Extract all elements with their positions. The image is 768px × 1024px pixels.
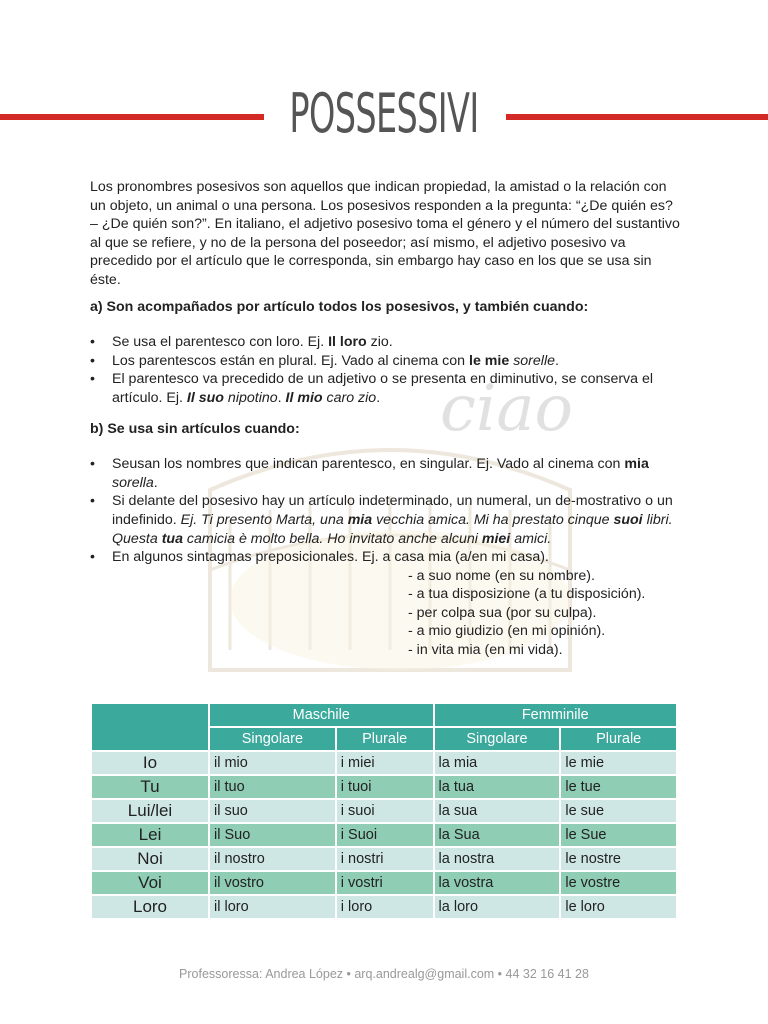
table-cell: i tuoi	[337, 776, 433, 798]
table-cell: i loro	[337, 896, 433, 918]
sub-header: Singolare	[435, 728, 560, 750]
table-cell: la Sua	[435, 824, 560, 846]
pronoun-cell: Io	[92, 752, 208, 774]
group-header-femminile: Femminile	[435, 704, 676, 726]
sub-header: Plurale	[337, 728, 433, 750]
table-cell: i Suoi	[337, 824, 433, 846]
table-cell: la vostra	[435, 872, 560, 894]
sub-example: - in vita mia (en mi vida).	[408, 642, 563, 659]
table-cell: le sue	[561, 800, 676, 822]
table-cell: il nostro	[210, 848, 335, 870]
table-row	[92, 800, 676, 822]
intro-paragraph: Los pronombres posesivos son aquellos que indican propiedad, la amistad o la relación con un objeto, un animal o una persona. Los posesivos responden a la pregunta: “¿De quién es? – ¿De quién son?”. En italiano, el adjetivo posesivo toma el género y el número del sustantivo al que se refiere, y no de la persona del poseedor; así mismo, el adjetivo posesivo va precedido por el artículo que le corresponda, sin embargo hay caso en los que se usa sin éste.	[90, 179, 680, 288]
table-cell: i nostri	[337, 848, 433, 870]
list-item: • Seusan los nombres que indican parentesco, en singular. Ej. Vado al cinema con mia sorella.	[90, 455, 680, 492]
table-cell: le nostre	[561, 848, 676, 870]
table-cell: il Suo	[210, 824, 335, 846]
table-row	[92, 872, 676, 894]
list-item: • Se usa el parentesco con loro. Ej. Il loro zio.	[90, 333, 680, 352]
table-cell: le tue	[561, 776, 676, 798]
watermark-text: ciao	[440, 372, 573, 446]
table-row	[92, 896, 676, 918]
list-item: • Los parentescos están en plural. Ej. Vado al cinema con le mie sorelle.	[90, 352, 680, 371]
pronoun-cell: Lei	[92, 824, 208, 846]
sub-header: Plurale	[561, 728, 676, 750]
table-cell: i suoi	[337, 800, 433, 822]
list-item: • Si delante del posesivo hay un artículo indeterminado, un numeral, un de-mostrativo o un indefinido. Ej. Ti presento Marta, una mia vecchia amica. Mi ha prestato cinque suoi libri. Questa tua camicia è molto bella. Ho invitato anche alcuni miei amici.	[90, 492, 680, 548]
table-cell: la tua	[435, 776, 560, 798]
table-cell: le mie	[561, 752, 676, 774]
table-cell: il mio	[210, 752, 335, 774]
pronoun-cell: Lui/lei	[92, 800, 208, 822]
table-cell: i miei	[337, 752, 433, 774]
table-cell: la loro	[435, 896, 560, 918]
section-b-heading: b) Se usa sin artículos cuando:	[90, 420, 300, 437]
table-cell: la nostra	[435, 848, 560, 870]
table-row	[92, 752, 676, 774]
section-a-heading: a) Son acompañados por artículo todos los posesivos, y también cuando:	[90, 298, 589, 315]
page-footer: Professoressa: Andrea López • arq.andrealg@gmail.com • 44 32 16 41 28	[179, 967, 589, 981]
sub-example: - a mio giudizio (en mi opinión).	[408, 623, 606, 640]
table-cell: i vostri	[337, 872, 433, 894]
table-row	[92, 848, 676, 870]
table-cell: il suo	[210, 800, 335, 822]
table-row	[92, 776, 676, 798]
sub-example: - a tua disposizione (a tu disposición).	[408, 586, 646, 603]
table-cell: la mia	[435, 752, 560, 774]
group-header-maschile: Maschile	[210, 704, 433, 726]
sub-header: Singolare	[210, 728, 335, 750]
pronoun-cell: Voi	[92, 872, 208, 894]
pronoun-cell: Loro	[92, 896, 208, 918]
table-row	[92, 824, 676, 846]
main-content	[90, 178, 680, 660]
page-title: POSSESSIVI	[289, 82, 479, 145]
section-a-list	[90, 333, 680, 407]
section-b-list	[90, 455, 680, 567]
table-cell: le vostre	[561, 872, 676, 894]
possessive-table	[90, 702, 678, 920]
sub-example: - a suo nome (en su nombre).	[408, 567, 595, 584]
table-cell: le Sue	[561, 824, 676, 846]
table-cell: il loro	[210, 896, 335, 918]
table-cell: il vostro	[210, 872, 335, 894]
list-item: • El parentesco va precedido de un adjetivo o se presenta en diminutivo, se conserva el artículo. Ej. Il suo nipotino. Il mio caro zio.	[90, 370, 680, 407]
pronoun-cell: Noi	[92, 848, 208, 870]
sub-examples	[90, 567, 680, 660]
pronoun-cell: Tu	[92, 776, 208, 798]
table-corner	[92, 704, 208, 750]
list-item: • En algunos sintagmas preposicionales. Ej. a casa mia (a/en mi casa).	[90, 548, 680, 567]
sub-example: - per colpa sua (por su culpa).	[408, 604, 597, 621]
table-cell: le loro	[561, 896, 676, 918]
table-cell: la sua	[435, 800, 560, 822]
table-cell: il tuo	[210, 776, 335, 798]
